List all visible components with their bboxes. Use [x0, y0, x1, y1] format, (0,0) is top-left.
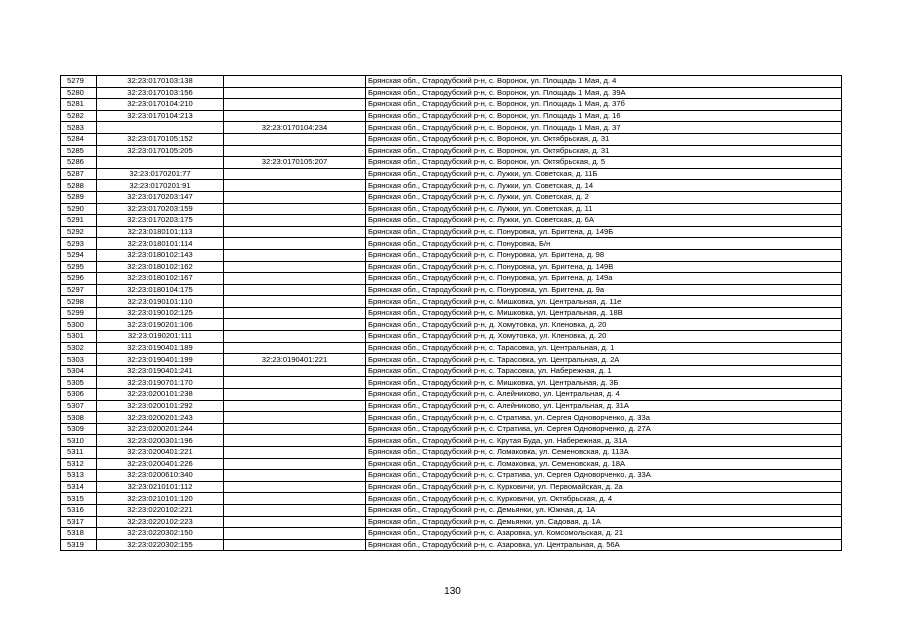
table-row: [61, 133, 842, 145]
cadastral-number-cell: 32:23:0170203:159: [97, 203, 224, 215]
table-row: [61, 342, 842, 354]
row-number-cell: 5317: [61, 516, 97, 528]
related-cadastral-number-cell: [224, 493, 366, 505]
table-row: [61, 400, 842, 412]
related-cadastral-number-cell: [224, 400, 366, 412]
address-cell: Брянская обл., Стародубский р-н, с. Стратива, ул. Сергея Одноворченко, д. 27А: [366, 423, 842, 435]
cadastral-number-cell: 32:23:0170103:156: [97, 87, 224, 99]
related-cadastral-number-cell: [224, 319, 366, 331]
cadastral-number-cell: 32:23:0180101:113: [97, 226, 224, 238]
related-cadastral-number-cell: [224, 145, 366, 157]
table-row: [61, 435, 842, 447]
related-cadastral-number-cell: 32:23:0190401:221: [224, 354, 366, 366]
table-row: [61, 516, 842, 528]
cadastral-number-cell: 32:23:0220302:155: [97, 539, 224, 551]
address-cell: Брянская обл., Стародубский р-н, с. Курковичи, ул. Октябрьская, д. 4: [366, 493, 842, 505]
related-cadastral-number-cell: [224, 458, 366, 470]
table-row: [61, 273, 842, 285]
address-cell: Брянская обл., Стародубский р-н, с. Воронок, ул. Октябрьская, д. 31: [366, 133, 842, 145]
related-cadastral-number-cell: [224, 377, 366, 389]
cadastral-number-cell: 32:23:0200101:292: [97, 400, 224, 412]
address-cell: Брянская обл., Стародубский р-н, с. Стратива, ул. Сергея Одноворченко, д. 33А: [366, 470, 842, 482]
address-cell: Брянская обл., Стародубский р-н, с. Тарасовка, ул. Набережная, д. 1: [366, 365, 842, 377]
row-number-cell: 5280: [61, 87, 97, 99]
row-number-cell: 5301: [61, 331, 97, 343]
table-row: [61, 307, 842, 319]
records-table: [60, 75, 842, 551]
table-row: [61, 203, 842, 215]
address-cell: Брянская обл., Стародубский р-н, с. Тарасовка, ул. Центральная, д. 2А: [366, 354, 842, 366]
cadastral-number-cell: 32:23:0190401:241: [97, 365, 224, 377]
address-cell: Брянская обл., Стародубский р-н, с. Понуровка, ул. Бриггена, д. 149Б: [366, 226, 842, 238]
address-cell: Брянская обл., Стародубский р-н, с. Демьянки, ул. Южная, д. 1А: [366, 504, 842, 516]
related-cadastral-number-cell: [224, 528, 366, 540]
related-cadastral-number-cell: [224, 226, 366, 238]
related-cadastral-number-cell: [224, 296, 366, 308]
address-cell: Брянская обл., Стародубский р-н, с. Крутая Буда, ул. Набережная, д. 31А: [366, 435, 842, 447]
related-cadastral-number-cell: [224, 261, 366, 273]
row-number-cell: 5312: [61, 458, 97, 470]
related-cadastral-number-cell: [224, 284, 366, 296]
row-number-cell: 5300: [61, 319, 97, 331]
address-cell: Брянская обл., Стародубский р-н, с. Мишковка, ул. Центральная, д. 18В: [366, 307, 842, 319]
related-cadastral-number-cell: [224, 215, 366, 227]
address-cell: Брянская обл., Стародубский р-н, с. Понуровка, ул. Бриггена, д. 98: [366, 249, 842, 261]
cadastral-number-cell: [97, 122, 224, 134]
cadastral-number-cell: 32:23:0180102:162: [97, 261, 224, 273]
cadastral-number-cell: 32:23:0200401:221: [97, 447, 224, 459]
table-row: [61, 122, 842, 134]
cadastral-number-cell: 32:23:0200201:244: [97, 423, 224, 435]
cadastral-number-cell: 32:23:0190201:111: [97, 331, 224, 343]
cadastral-number-cell: 32:23:0190201:106: [97, 319, 224, 331]
related-cadastral-number-cell: [224, 365, 366, 377]
cadastral-number-cell: 32:23:0190701:170: [97, 377, 224, 389]
related-cadastral-number-cell: [224, 342, 366, 354]
row-number-cell: 5287: [61, 168, 97, 180]
table-row: [61, 110, 842, 122]
address-cell: Брянская обл., Стародубский р-н, с. Алейниково, ул. Центральная, д. 31А: [366, 400, 842, 412]
address-cell: Брянская обл., Стародубский р-н, с. Мишковка, ул. Центральная, д. 11е: [366, 296, 842, 308]
table-row: [61, 539, 842, 551]
row-number-cell: 5295: [61, 261, 97, 273]
row-number-cell: 5282: [61, 110, 97, 122]
address-cell: Брянская обл., Стародубский р-н, с. Демьянки, ул. Садовая, д. 1А: [366, 516, 842, 528]
table-row: [61, 180, 842, 192]
row-number-cell: 5294: [61, 249, 97, 261]
related-cadastral-number-cell: 32:23:0170105:207: [224, 157, 366, 169]
cadastral-number-cell: 32:23:0170203:175: [97, 215, 224, 227]
records-table-body: [61, 76, 842, 551]
address-cell: Брянская обл., Стародубский р-н, с. Лужки, ул. Советская, д. 6А: [366, 215, 842, 227]
row-number-cell: 5290: [61, 203, 97, 215]
related-cadastral-number-cell: [224, 435, 366, 447]
address-cell: Брянская обл., Стародубский р-н, с. Азаровка, ул. Центральная, д. 56А: [366, 539, 842, 551]
cadastral-number-cell: 32:23:0170104:213: [97, 110, 224, 122]
address-cell: Брянская обл., Стародубский р-н, с. Понуровка, ул. Бриггена, д. 149В: [366, 261, 842, 273]
table-row: [61, 504, 842, 516]
related-cadastral-number-cell: [224, 238, 366, 250]
cadastral-number-cell: 32:23:0170104:210: [97, 99, 224, 111]
cadastral-number-cell: 32:23:0200301:196: [97, 435, 224, 447]
table-row: [61, 215, 842, 227]
row-number-cell: 5284: [61, 133, 97, 145]
table-row: [61, 261, 842, 273]
row-number-cell: 5281: [61, 99, 97, 111]
row-number-cell: 5310: [61, 435, 97, 447]
related-cadastral-number-cell: [224, 87, 366, 99]
address-cell: Брянская обл., Стародубский р-н, д. Хомутовка, ул. Кленовка, д. 20: [366, 319, 842, 331]
row-number-cell: 5286: [61, 157, 97, 169]
row-number-cell: 5313: [61, 470, 97, 482]
cadastral-number-cell: 32:23:0180102:167: [97, 273, 224, 285]
table-row: [61, 319, 842, 331]
address-cell: Брянская обл., Стародубский р-н, с. Лужки, ул. Советская, д. 11Б: [366, 168, 842, 180]
address-cell: Брянская обл., Стародубский р-н, с. Лужки, ул. Советская, д. 2: [366, 191, 842, 203]
related-cadastral-number-cell: [224, 76, 366, 88]
row-number-cell: 5292: [61, 226, 97, 238]
related-cadastral-number-cell: [224, 180, 366, 192]
related-cadastral-number-cell: [224, 481, 366, 493]
table-row: [61, 76, 842, 88]
row-number-cell: 5296: [61, 273, 97, 285]
row-number-cell: 5318: [61, 528, 97, 540]
cadastral-number-cell: 32:23:0200401:226: [97, 458, 224, 470]
address-cell: Брянская обл., Стародубский р-н, с. Воронок, ул. Октябрьская, д. 31: [366, 145, 842, 157]
cadastral-number-cell: 32:23:0170203:147: [97, 191, 224, 203]
address-cell: Брянская обл., Стародубский р-н, с. Азаровка, ул. Комсомольская, д. 21: [366, 528, 842, 540]
row-number-cell: 5303: [61, 354, 97, 366]
related-cadastral-number-cell: [224, 99, 366, 111]
table-row: [61, 412, 842, 424]
address-cell: Брянская обл., Стародубский р-н, с. Понуровка, ул. Бриггена, д. 9а: [366, 284, 842, 296]
cadastral-number-cell: 32:23:0170103:138: [97, 76, 224, 88]
related-cadastral-number-cell: [224, 249, 366, 261]
related-cadastral-number-cell: [224, 307, 366, 319]
table-row: [61, 365, 842, 377]
address-cell: Брянская обл., Стародубский р-н, с. Воронок, ул. Площадь 1 Мая, д. 16: [366, 110, 842, 122]
address-cell: Брянская обл., Стародубский р-н, с. Понуровка, Б/н: [366, 238, 842, 250]
cadastral-number-cell: 32:23:0180102:143: [97, 249, 224, 261]
row-number-cell: 5279: [61, 76, 97, 88]
row-number-cell: 5305: [61, 377, 97, 389]
page-number: 130: [444, 586, 461, 597]
related-cadastral-number-cell: [224, 516, 366, 528]
cadastral-number-cell: 32:23:0170105:152: [97, 133, 224, 145]
related-cadastral-number-cell: [224, 412, 366, 424]
related-cadastral-number-cell: 32:23:0170104:234: [224, 122, 366, 134]
table-row: [61, 226, 842, 238]
related-cadastral-number-cell: [224, 273, 366, 285]
table-row: [61, 458, 842, 470]
related-cadastral-number-cell: [224, 389, 366, 401]
related-cadastral-number-cell: [224, 191, 366, 203]
related-cadastral-number-cell: [224, 203, 366, 215]
address-cell: Брянская обл., Стародубский р-н, с. Мишковка, ул. Центральная, д. 3Б: [366, 377, 842, 389]
cadastral-number-cell: 32:23:0200201:243: [97, 412, 224, 424]
cadastral-number-cell: 32:23:0190401:199: [97, 354, 224, 366]
table-row: [61, 528, 842, 540]
address-cell: Брянская обл., Стародубский р-н, с. Лужки, ул. Советская, д. 11: [366, 203, 842, 215]
address-cell: Брянская обл., Стародубский р-н, с. Тарасовка, ул. Центральная, д. 1: [366, 342, 842, 354]
related-cadastral-number-cell: [224, 504, 366, 516]
cadastral-number-cell: [97, 157, 224, 169]
address-cell: Брянская обл., Стародубский р-н, с. Воронок, ул. Площадь 1 Мая, д. 37: [366, 122, 842, 134]
cadastral-number-cell: 32:23:0220102:223: [97, 516, 224, 528]
address-cell: Брянская обл., Стародубский р-н, с. Стратива, ул. Сергея Одноворченко, д. 33а: [366, 412, 842, 424]
table-row: [61, 168, 842, 180]
cadastral-number-cell: 32:23:0200101:238: [97, 389, 224, 401]
row-number-cell: 5319: [61, 539, 97, 551]
row-number-cell: 5288: [61, 180, 97, 192]
address-cell: Брянская обл., Стародубский р-н, с. Воронок, ул. Площадь 1 Мая, д. 4: [366, 76, 842, 88]
address-cell: Брянская обл., Стародубский р-н, с. Ломаковка, ул. Семеновская, д. 18А: [366, 458, 842, 470]
related-cadastral-number-cell: [224, 331, 366, 343]
table-row: [61, 354, 842, 366]
related-cadastral-number-cell: [224, 470, 366, 482]
row-number-cell: 5293: [61, 238, 97, 250]
table-row: [61, 87, 842, 99]
table-row: [61, 447, 842, 459]
related-cadastral-number-cell: [224, 447, 366, 459]
row-number-cell: 5302: [61, 342, 97, 354]
cadastral-number-cell: 32:23:0190401:189: [97, 342, 224, 354]
table-row: [61, 423, 842, 435]
table-row: [61, 284, 842, 296]
row-number-cell: 5304: [61, 365, 97, 377]
row-number-cell: 5309: [61, 423, 97, 435]
table-row: [61, 493, 842, 505]
address-cell: Брянская обл., Стародубский р-н, д. Хомутовка, ул. Кленовка, д. 20: [366, 331, 842, 343]
row-number-cell: 5285: [61, 145, 97, 157]
related-cadastral-number-cell: [224, 168, 366, 180]
table-row: [61, 296, 842, 308]
row-number-cell: 5297: [61, 284, 97, 296]
table-row: [61, 331, 842, 343]
address-cell: Брянская обл., Стародубский р-н, с. Алейниково, ул. Центральная, д. 4: [366, 389, 842, 401]
table-row: [61, 191, 842, 203]
row-number-cell: 5299: [61, 307, 97, 319]
table-row: [61, 157, 842, 169]
cadastral-number-cell: 32:23:0190101:110: [97, 296, 224, 308]
address-cell: Брянская обл., Стародубский р-н, с. Ломаковка, ул. Семеновская, д. 113А: [366, 447, 842, 459]
row-number-cell: 5283: [61, 122, 97, 134]
row-number-cell: 5316: [61, 504, 97, 516]
row-number-cell: 5311: [61, 447, 97, 459]
address-cell: Брянская обл., Стародубский р-н, с. Воронок, ул. Площадь 1 Мая, д. 37б: [366, 99, 842, 111]
table-row: [61, 377, 842, 389]
table-row: [61, 249, 842, 261]
table-row: [61, 470, 842, 482]
related-cadastral-number-cell: [224, 110, 366, 122]
row-number-cell: 5306: [61, 389, 97, 401]
cadastral-number-cell: 32:23:0210101:112: [97, 481, 224, 493]
address-cell: Брянская обл., Стародубский р-н, с. Воронок, ул. Площадь 1 Мая, д. 39А: [366, 87, 842, 99]
cadastral-number-cell: 32:23:0170105:205: [97, 145, 224, 157]
row-number-cell: 5291: [61, 215, 97, 227]
table-row: [61, 238, 842, 250]
related-cadastral-number-cell: [224, 133, 366, 145]
related-cadastral-number-cell: [224, 423, 366, 435]
address-cell: Брянская обл., Стародубский р-н, с. Лужки, ул. Советская, д. 14: [366, 180, 842, 192]
cadastral-number-cell: 32:23:0210101:120: [97, 493, 224, 505]
address-cell: Брянская обл., Стародубский р-н, с. Воронок, ул. Октябрьская, д. 5: [366, 157, 842, 169]
cadastral-number-cell: 32:23:0170201:77: [97, 168, 224, 180]
row-number-cell: 5307: [61, 400, 97, 412]
row-number-cell: 5314: [61, 481, 97, 493]
row-number-cell: 5308: [61, 412, 97, 424]
table-row: [61, 389, 842, 401]
cadastral-number-cell: 32:23:0200610:340: [97, 470, 224, 482]
row-number-cell: 5289: [61, 191, 97, 203]
cadastral-number-cell: 32:23:0190102:125: [97, 307, 224, 319]
table-row: [61, 99, 842, 111]
row-number-cell: 5298: [61, 296, 97, 308]
cadastral-number-cell: 32:23:0220102:221: [97, 504, 224, 516]
related-cadastral-number-cell: [224, 539, 366, 551]
row-number-cell: 5315: [61, 493, 97, 505]
cadastral-number-cell: 32:23:0180101:114: [97, 238, 224, 250]
table-row: [61, 145, 842, 157]
cadastral-number-cell: 32:23:0180104:175: [97, 284, 224, 296]
cadastral-number-cell: 32:23:0170201:91: [97, 180, 224, 192]
address-cell: Брянская обл., Стародубский р-н, с. Понуровка, ул. Бриггена, д. 149а: [366, 273, 842, 285]
cadastral-number-cell: 32:23:0220302:150: [97, 528, 224, 540]
table-row: [61, 481, 842, 493]
address-cell: Брянская обл., Стародубский р-н, с. Курковичи, ул. Первомайская, д. 2а: [366, 481, 842, 493]
